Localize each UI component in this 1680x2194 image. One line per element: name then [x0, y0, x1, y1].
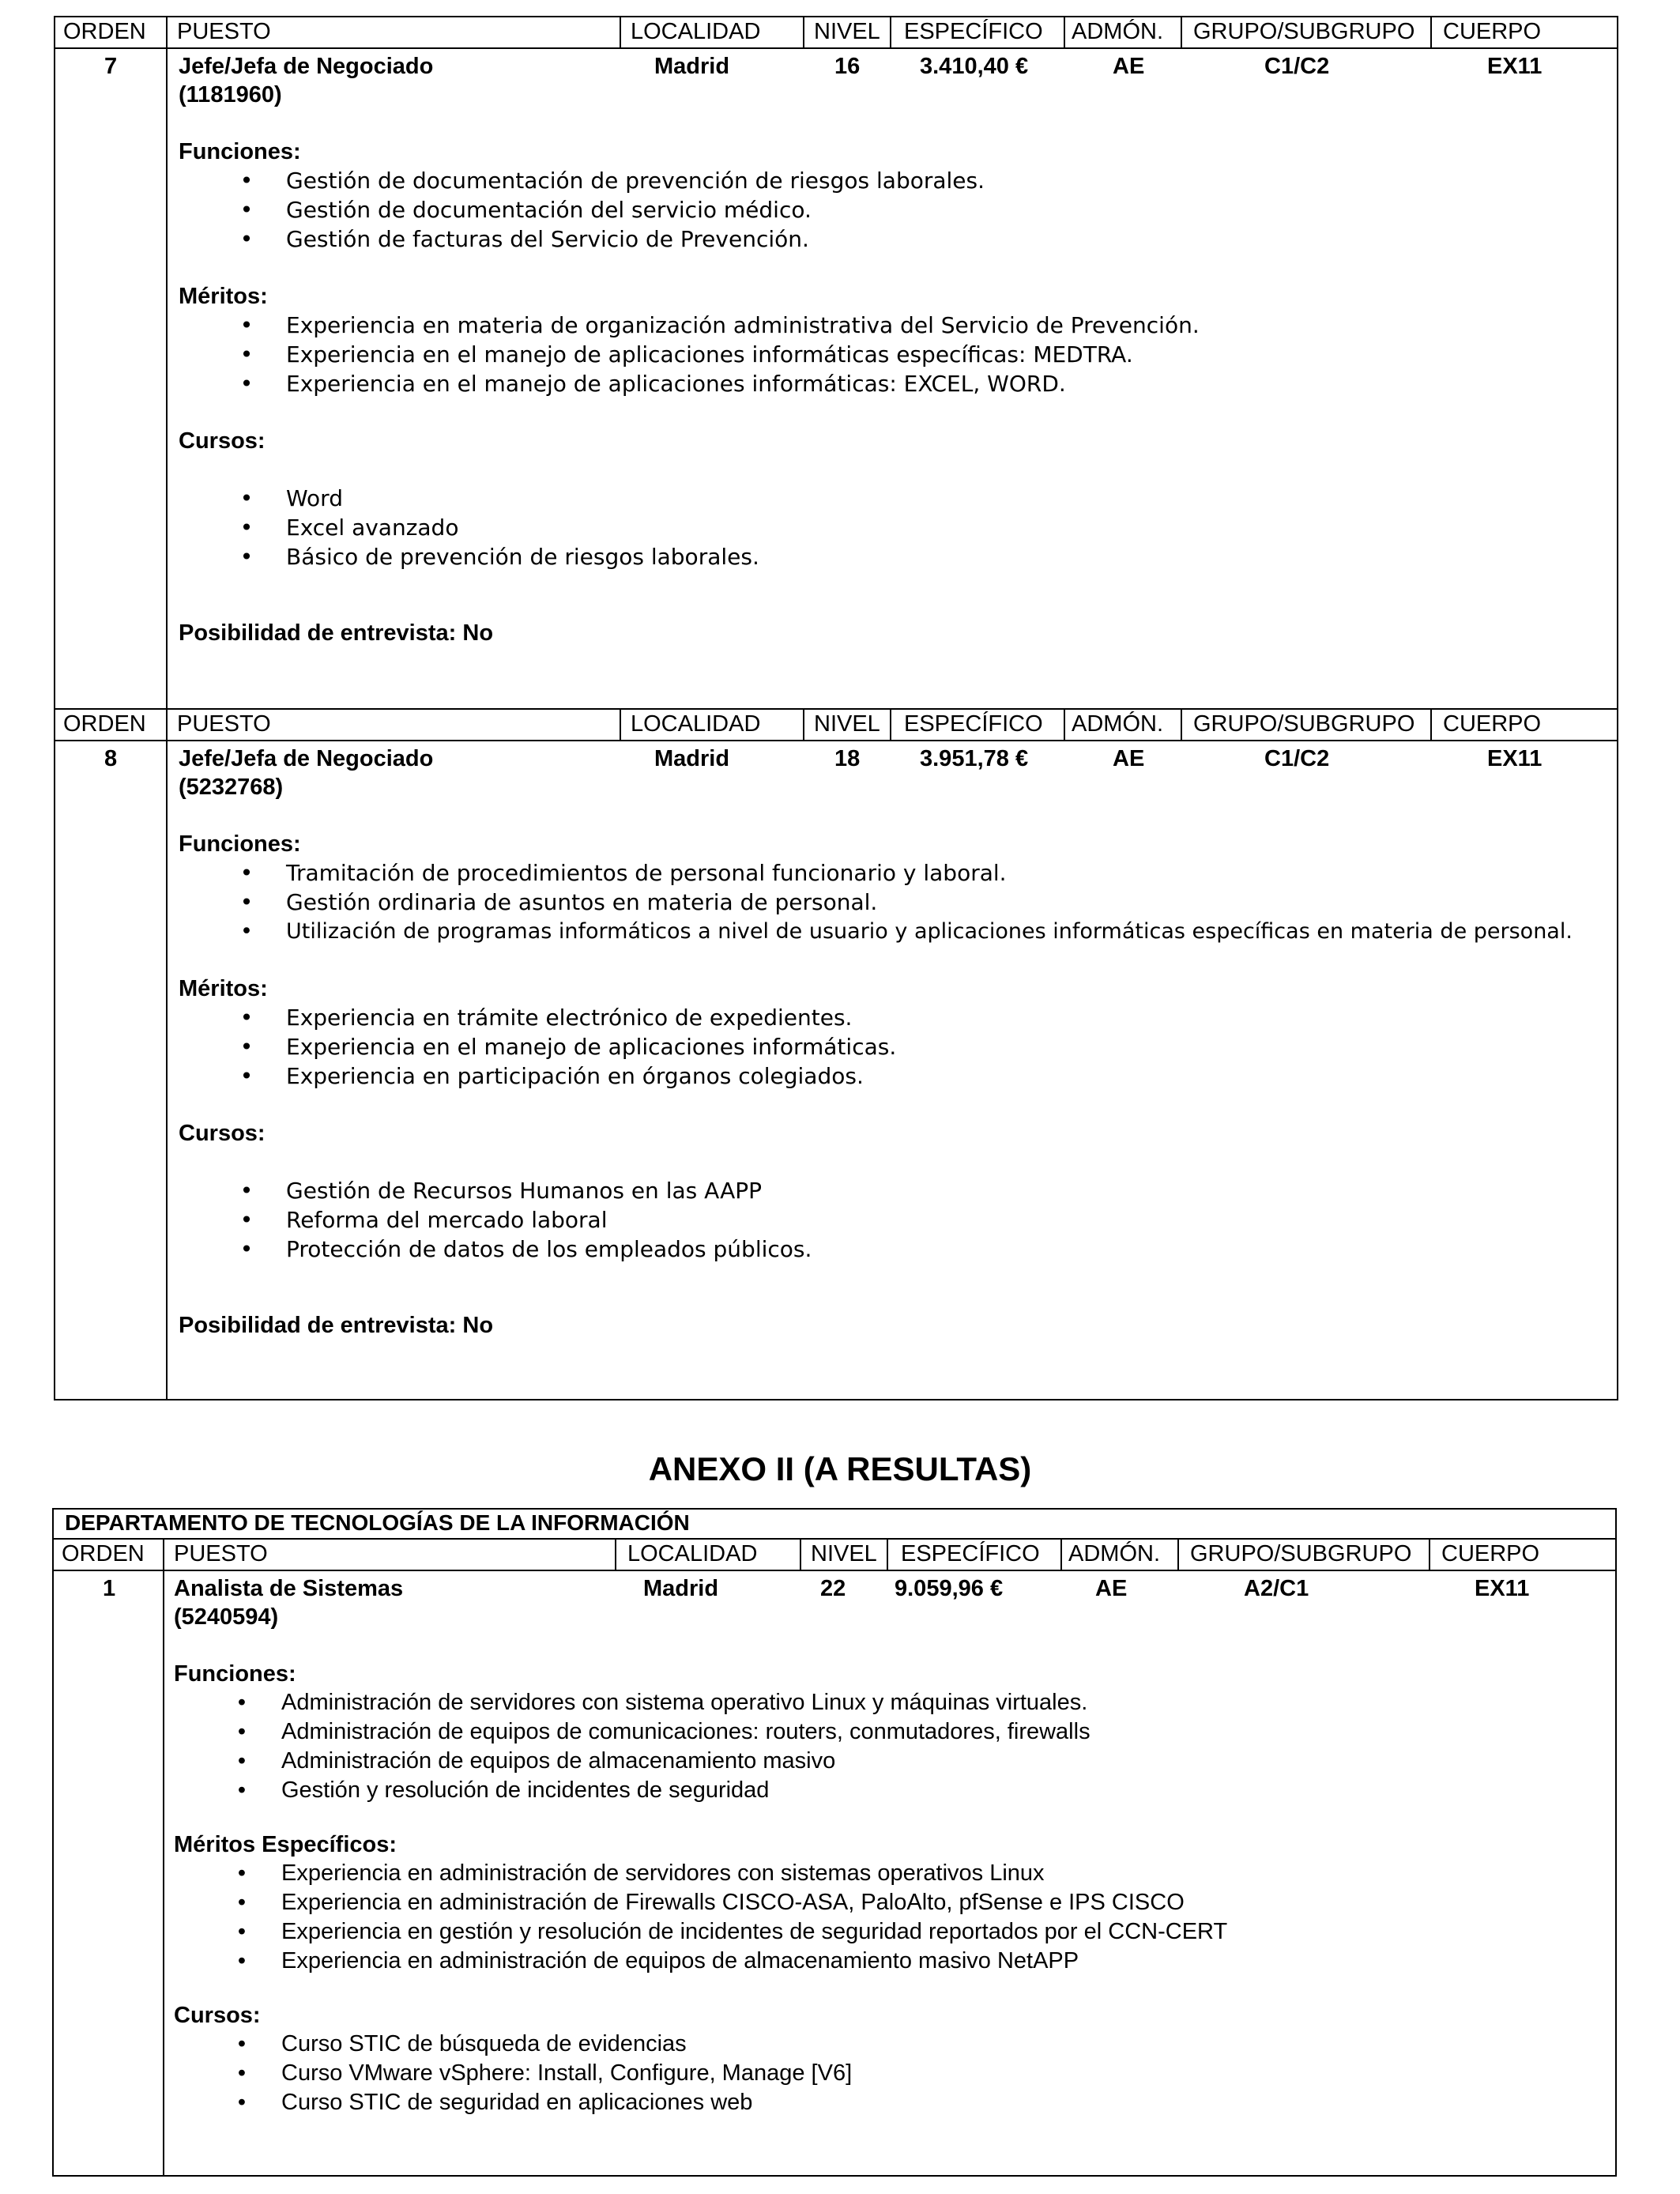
list-item: • Experiencia en administración de servidores con sistemas operativos Linux	[237, 1860, 1045, 1886]
list-item: • Gestión de Recursos Humanos en las AAPP	[239, 1178, 762, 1204]
list-item: • Curso VMware vSphere: Install, Configure, Manage [V6]	[237, 2060, 853, 2086]
list-item: • Curso STIC de búsqueda de evidencias	[237, 2031, 687, 2056]
grupo-value: C1/C2	[1264, 746, 1330, 771]
list-item: • Experiencia en el manejo de aplicaciones informáticas.	[239, 1034, 897, 1060]
header-grupo: GRUPO/SUBGRUPO	[1193, 19, 1415, 44]
list-item: • Gestión de documentación de prevención de riesgos laborales.	[239, 168, 985, 194]
list-item: • Administración de servidores con sistema operativo Linux y máquinas virtuales.	[237, 1690, 1088, 1715]
admon-value: AE	[1113, 54, 1145, 79]
list-item: • Tramitación de procedimientos de personal funcionario y laboral.	[239, 860, 1007, 886]
localidad-value: Madrid	[643, 1576, 719, 1601]
list-item: • Curso STIC de seguridad en aplicaciones web	[237, 2090, 753, 2115]
list-item: • Reforma del mercado laboral	[239, 1207, 608, 1233]
list-item: • Gestión y resolución de incidentes de seguridad	[237, 1777, 770, 1803]
list-item: • Experiencia en administración de equipos de almacenamiento masivo NetAPP	[237, 1948, 1079, 1973]
meritos-list	[179, 311, 1585, 398]
cursos-heading: Cursos:	[179, 428, 266, 454]
localidad-value: Madrid	[654, 54, 730, 79]
especifico-value: 3.410,40 €	[920, 54, 1029, 79]
puesto-code: (5240594)	[174, 1604, 279, 1630]
table-header	[54, 1540, 1615, 1571]
cursos-list	[174, 2030, 1584, 2117]
header-orden: ORDEN	[63, 711, 146, 737]
list-item: • Excel avanzado	[239, 515, 459, 541]
cursos-heading: Cursos:	[179, 1121, 266, 1146]
especifico-value: 9.059,96 €	[895, 1576, 1004, 1601]
list-item: • Experiencia en administración de Firewalls CISCO-ASA, PaloAlto, pfSense e IPS CISCO	[237, 1890, 1185, 1915]
meritos-list	[179, 1003, 1585, 1091]
header-localidad: LOCALIDAD	[631, 19, 761, 44]
header-cuerpo: CUERPO	[1443, 19, 1542, 44]
cuerpo-value: EX11	[1487, 54, 1543, 79]
list-item: • Administración de equipos de comunicaciones: routers, conmutadores, firewalls	[237, 1719, 1090, 1744]
header-admon: ADMÓN.	[1072, 19, 1163, 44]
post-block-7	[54, 16, 1618, 711]
header-orden: ORDEN	[62, 1541, 145, 1566]
list-item: • Administración de equipos de almacenamiento masivo	[237, 1748, 836, 1774]
list-item: • Utilización de programas informáticos a nivel de usuario y aplicaciones informáticas específicas en materia de personal.	[240, 919, 1573, 944]
list-item: • Experiencia en trámite electrónico de expedientes.	[239, 1005, 853, 1031]
header-orden: ORDEN	[63, 19, 146, 44]
localidad-value: Madrid	[654, 746, 730, 771]
header-localidad: LOCALIDAD	[627, 1541, 758, 1566]
annex-title: ANEXO II (A RESULTAS)	[648, 1450, 1032, 1487]
header-puesto: PUESTO	[177, 711, 271, 737]
orden-value: 8	[104, 746, 118, 771]
funciones-list	[179, 166, 1585, 254]
header-localidad: LOCALIDAD	[631, 711, 761, 737]
cuerpo-value: EX11	[1487, 746, 1543, 771]
list-item: • Experiencia en gestión y resolución de incidentes de seguridad reportados por el CCN-CERT	[237, 1919, 1228, 1944]
list-item: • Protección de datos de los empleados públicos.	[239, 1236, 812, 1262]
nivel-value: 16	[834, 54, 861, 79]
list-item: • Experiencia en el manejo de aplicaciones informáticas específicas: MEDTRA.	[239, 341, 1133, 368]
meritos-list	[174, 1859, 1584, 1976]
entrevista-text: Posibilidad de entrevista: No	[179, 620, 494, 646]
cuerpo-value: EX11	[1475, 1576, 1530, 1601]
list-item: • Word	[239, 485, 343, 511]
header-grupo: GRUPO/SUBGRUPO	[1193, 711, 1415, 737]
header-especifico: ESPECÍFICO	[901, 1541, 1040, 1566]
funciones-heading: Funciones:	[179, 139, 301, 164]
funciones-heading: Funciones:	[174, 1661, 296, 1687]
list-item: • Gestión de documentación del servicio médico.	[239, 197, 812, 223]
admon-value: AE	[1113, 746, 1145, 771]
entrevista-text: Posibilidad de entrevista: No	[179, 1313, 494, 1338]
nivel-value: 18	[834, 746, 861, 771]
list-item: • Experiencia en el manejo de aplicaciones informáticas: EXCEL, WORD.	[239, 371, 1066, 397]
header-nivel: NIVEL	[814, 711, 880, 737]
department-title: DEPARTAMENTO DE TECNOLOGÍAS DE LA INFORMACIÓN	[54, 1510, 1615, 1540]
header-cuerpo: CUERPO	[1441, 1541, 1540, 1566]
list-item: • Gestión ordinaria de asuntos en materia de personal.	[239, 889, 878, 915]
header-puesto: PUESTO	[174, 1541, 268, 1566]
list-item: • Experiencia en materia de organización administrativa del Servicio de Prevención.	[239, 312, 1200, 338]
post-details	[174, 1574, 1584, 2117]
list-item: • Gestión de facturas del Servicio de Prevención.	[239, 226, 809, 252]
table-header	[55, 710, 1617, 741]
cursos-list	[179, 484, 1585, 571]
orden-value: 7	[104, 54, 118, 79]
puesto-code: (1181960)	[179, 82, 282, 107]
list-item: • Experiencia en participación en órganos colegiados.	[239, 1063, 864, 1089]
header-admon: ADMÓN.	[1068, 1541, 1160, 1566]
puesto-title: Analista de Sistemas	[174, 1576, 404, 1601]
annex-block	[52, 1508, 1617, 2177]
post-details	[179, 52, 1585, 647]
post-block-8	[54, 708, 1618, 1400]
header-grupo: GRUPO/SUBGRUPO	[1190, 1541, 1412, 1566]
meritos-heading: Méritos Específicos:	[174, 1832, 397, 1857]
funciones-list	[179, 858, 1585, 946]
meritos-heading: Méritos:	[179, 976, 268, 1001]
list-item: • Básico de prevención de riesgos laborales.	[239, 544, 759, 570]
grupo-value: A2/C1	[1244, 1576, 1309, 1601]
funciones-list	[174, 1688, 1584, 1805]
header-nivel: NIVEL	[814, 19, 880, 44]
admon-value: AE	[1095, 1576, 1128, 1601]
puesto-code: (5232768)	[179, 775, 284, 800]
cursos-list	[179, 1176, 1585, 1264]
puesto-title: Jefe/Jefa de Negociado	[179, 746, 434, 771]
nivel-value: 22	[820, 1576, 846, 1601]
header-admon: ADMÓN.	[1072, 711, 1163, 737]
header-especifico: ESPECÍFICO	[904, 711, 1043, 737]
puesto-title: Jefe/Jefa de Negociado	[179, 54, 434, 79]
especifico-value: 3.951,78 €	[920, 746, 1029, 771]
post-details	[179, 745, 1585, 1340]
cursos-heading: Cursos:	[174, 2003, 261, 2028]
header-puesto: PUESTO	[177, 19, 271, 44]
funciones-heading: Funciones:	[179, 831, 301, 857]
header-cuerpo: CUERPO	[1443, 711, 1542, 737]
meritos-heading: Méritos:	[179, 284, 268, 309]
header-especifico: ESPECÍFICO	[904, 19, 1043, 44]
header-nivel: NIVEL	[811, 1541, 877, 1566]
table-header	[55, 17, 1617, 49]
orden-value: 1	[103, 1576, 116, 1601]
grupo-value: C1/C2	[1264, 54, 1330, 79]
